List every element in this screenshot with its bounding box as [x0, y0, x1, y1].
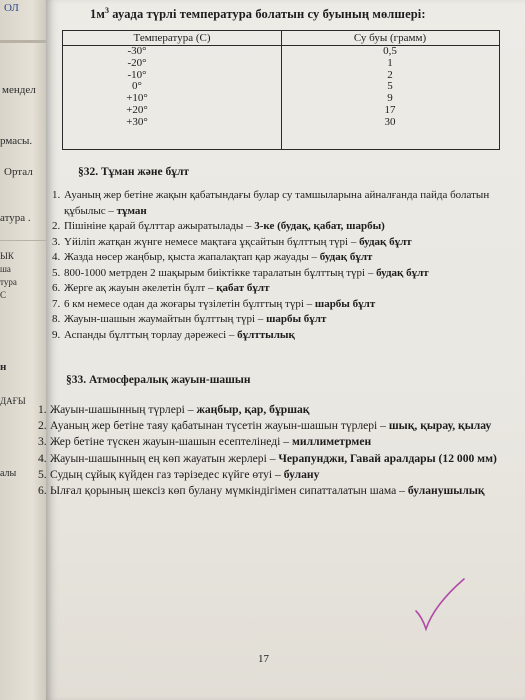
list-item-number: 5.: [52, 266, 61, 279]
table-cell: +20°: [126, 103, 148, 116]
list-item-text: Пішініне қарай бұлттар ажыратылады –: [64, 220, 255, 232]
list-item-answer: Черапунджи, Гавай аралдары (12 000 мм): [278, 451, 497, 465]
divider: [0, 40, 46, 43]
list-item-number: 6.: [38, 484, 47, 498]
left-page-fragment: тура: [0, 277, 17, 287]
list-item-answer: будақ бұлт: [359, 235, 412, 248]
table-cell: +30°: [126, 115, 148, 128]
list-item-number: 1.: [38, 403, 47, 416]
list-item: [52, 297, 500, 313]
table-cell: -10°: [127, 68, 147, 81]
list-item: [52, 266, 500, 282]
table-cell: 9: [387, 92, 393, 105]
table-title: $1м^3$ ауада түрлі температура болатын су буының мөлшері:: [90, 6, 426, 22]
list-item-number: 3.: [52, 235, 61, 248]
left-page-fragment: алы: [0, 468, 17, 479]
table-cell: 2: [387, 68, 393, 81]
book-page: [38, 0, 525, 700]
list-item-answer: буланушылық: [407, 484, 485, 498]
check-mark-icon: [412, 575, 468, 635]
list-item-text: Ауаның жер бетіне таяу қабатынан түсетін жауын-шашын түрлері –: [50, 419, 389, 433]
page-number: 17: [258, 653, 269, 665]
list-item-number: 2.: [52, 220, 61, 232]
list-item-text: Ылғал қорының шексіз көп булану мүмкіндігімен сипатталатын шама –: [50, 484, 408, 498]
list-item-text: Жер бетіне түскен жауын-шашын есептелінеді –: [50, 435, 292, 449]
list-item-answer: қабат бұлт: [216, 282, 270, 294]
left-page-fragment: ДАҒЫ: [0, 396, 26, 406]
left-page-fragment: ЫК: [0, 251, 14, 261]
list-item: [38, 451, 502, 467]
column-header: Температура (С): [63, 31, 281, 46]
section-title: §32. Тұман және бұлт: [78, 166, 190, 178]
list-item-text: Жазда нөсер жаңбыр, қыста жапалақтап қар жауады –: [64, 251, 320, 263]
table-cell: +10°: [126, 92, 148, 105]
table-cell: 1: [387, 56, 393, 69]
list-item-number: 7.: [52, 297, 61, 310]
list-item-answer: жаңбыр, қар, бұршақ: [196, 403, 310, 416]
left-page-fragment: рмасы.: [0, 135, 33, 147]
left-page-fragment: н: [0, 361, 7, 373]
list-item-answer: будақ бұлт: [376, 266, 429, 279]
section-33-list: [38, 402, 502, 499]
list-item-answer: 3-ке (будақ, қабат, шарбы): [254, 220, 385, 232]
table-cell: -30°: [127, 45, 147, 57]
list-item-number: 3.: [38, 435, 47, 449]
list-item-text: Судың сұйық күйден газ тәрізедес күйге өтуі –: [50, 467, 284, 481]
column-header: Су буы (грамм): [281, 31, 499, 46]
list-item-number: 6.: [52, 282, 61, 294]
list-item-answer: бұлттылық: [237, 328, 295, 341]
list-item-number: 5.: [38, 467, 47, 481]
list-item-text: Үйіліп жатқан жүнге немесе мақтаға ұқсайтын бұлттың түрі –: [64, 235, 360, 248]
list-item-answer: тұман: [116, 204, 147, 217]
table-cell: 30: [384, 115, 396, 128]
list-item-number: 8.: [52, 313, 61, 325]
table-cell: 0°: [132, 80, 142, 93]
list-item-text: Жерге ақ жауын әкелетін бұлт –: [64, 282, 217, 294]
vapor-table: [62, 30, 500, 150]
section-title: §33. Атмосфералық жауын-шашын: [66, 374, 251, 386]
list-item-text: 800-1000 метрден 2 шақырым биіктікке таралатын бұлттың түрі –: [64, 266, 377, 279]
divider: [0, 240, 46, 241]
list-item-number: 9.: [52, 328, 61, 341]
left-page-edge: [0, 0, 46, 700]
section-32-list: [52, 188, 500, 343]
list-item: [52, 328, 500, 344]
left-page-fragment: Ортал: [4, 166, 33, 178]
list-item-number: 1.: [52, 189, 61, 201]
table-cell: -20°: [127, 56, 147, 69]
left-page-fragment: ОЛ: [4, 2, 19, 14]
list-item-answer: шарбы бұлт: [266, 313, 327, 325]
table-cell: 17: [384, 103, 396, 116]
list-item-number: 4.: [38, 451, 47, 465]
list-item: [52, 250, 500, 266]
list-item-text: 6 км немесе одан да жоғары түзілетін бұлттың түрі –: [64, 297, 315, 310]
left-page-fragment: атура .: [0, 212, 31, 224]
list-item-text: Ауаның жер бетіне жақын қабатындағы булар су тамшыларына айналғанда пайда болатын құбылыс –: [64, 189, 490, 217]
list-item: [52, 188, 500, 219]
list-item-text: Аспанды бұлттың торлау дәрежесі –: [64, 328, 238, 341]
left-page-fragment: ша: [0, 264, 11, 274]
left-page-fragment: С: [0, 290, 7, 300]
list-item: [38, 467, 502, 483]
list-item: [52, 312, 500, 328]
list-item-answer: булану: [283, 467, 320, 481]
temperature-column: [63, 31, 282, 149]
list-item-answer: миллиметрмен: [292, 435, 372, 449]
list-item: [52, 281, 500, 297]
list-item-text: Жауын-шашынның ең көп жауатын жерлері –: [50, 451, 279, 465]
list-item: [52, 235, 500, 251]
list-item: [38, 483, 502, 499]
list-item: [38, 402, 502, 418]
vapor-column: [281, 31, 499, 149]
list-item: [38, 418, 502, 434]
list-item-answer: шарбы бұлт: [314, 297, 376, 310]
list-item-number: 2.: [38, 419, 47, 433]
list-item: [38, 434, 502, 450]
list-item-text: Жауын-шашын жаумайтын бұлттың түрі –: [64, 313, 267, 325]
table-cell: 5: [387, 80, 393, 93]
list-item-number: 4.: [52, 251, 61, 263]
list-item-answer: шық, қырау, қылау: [388, 419, 492, 433]
list-item-text: Жауын-шашынның түрлері –: [50, 403, 197, 416]
list-item-answer: будақ бұлт: [319, 251, 373, 263]
table-cell: 0,5: [383, 45, 397, 57]
list-item: [52, 219, 500, 235]
left-page-fragment: мендел: [2, 84, 36, 96]
